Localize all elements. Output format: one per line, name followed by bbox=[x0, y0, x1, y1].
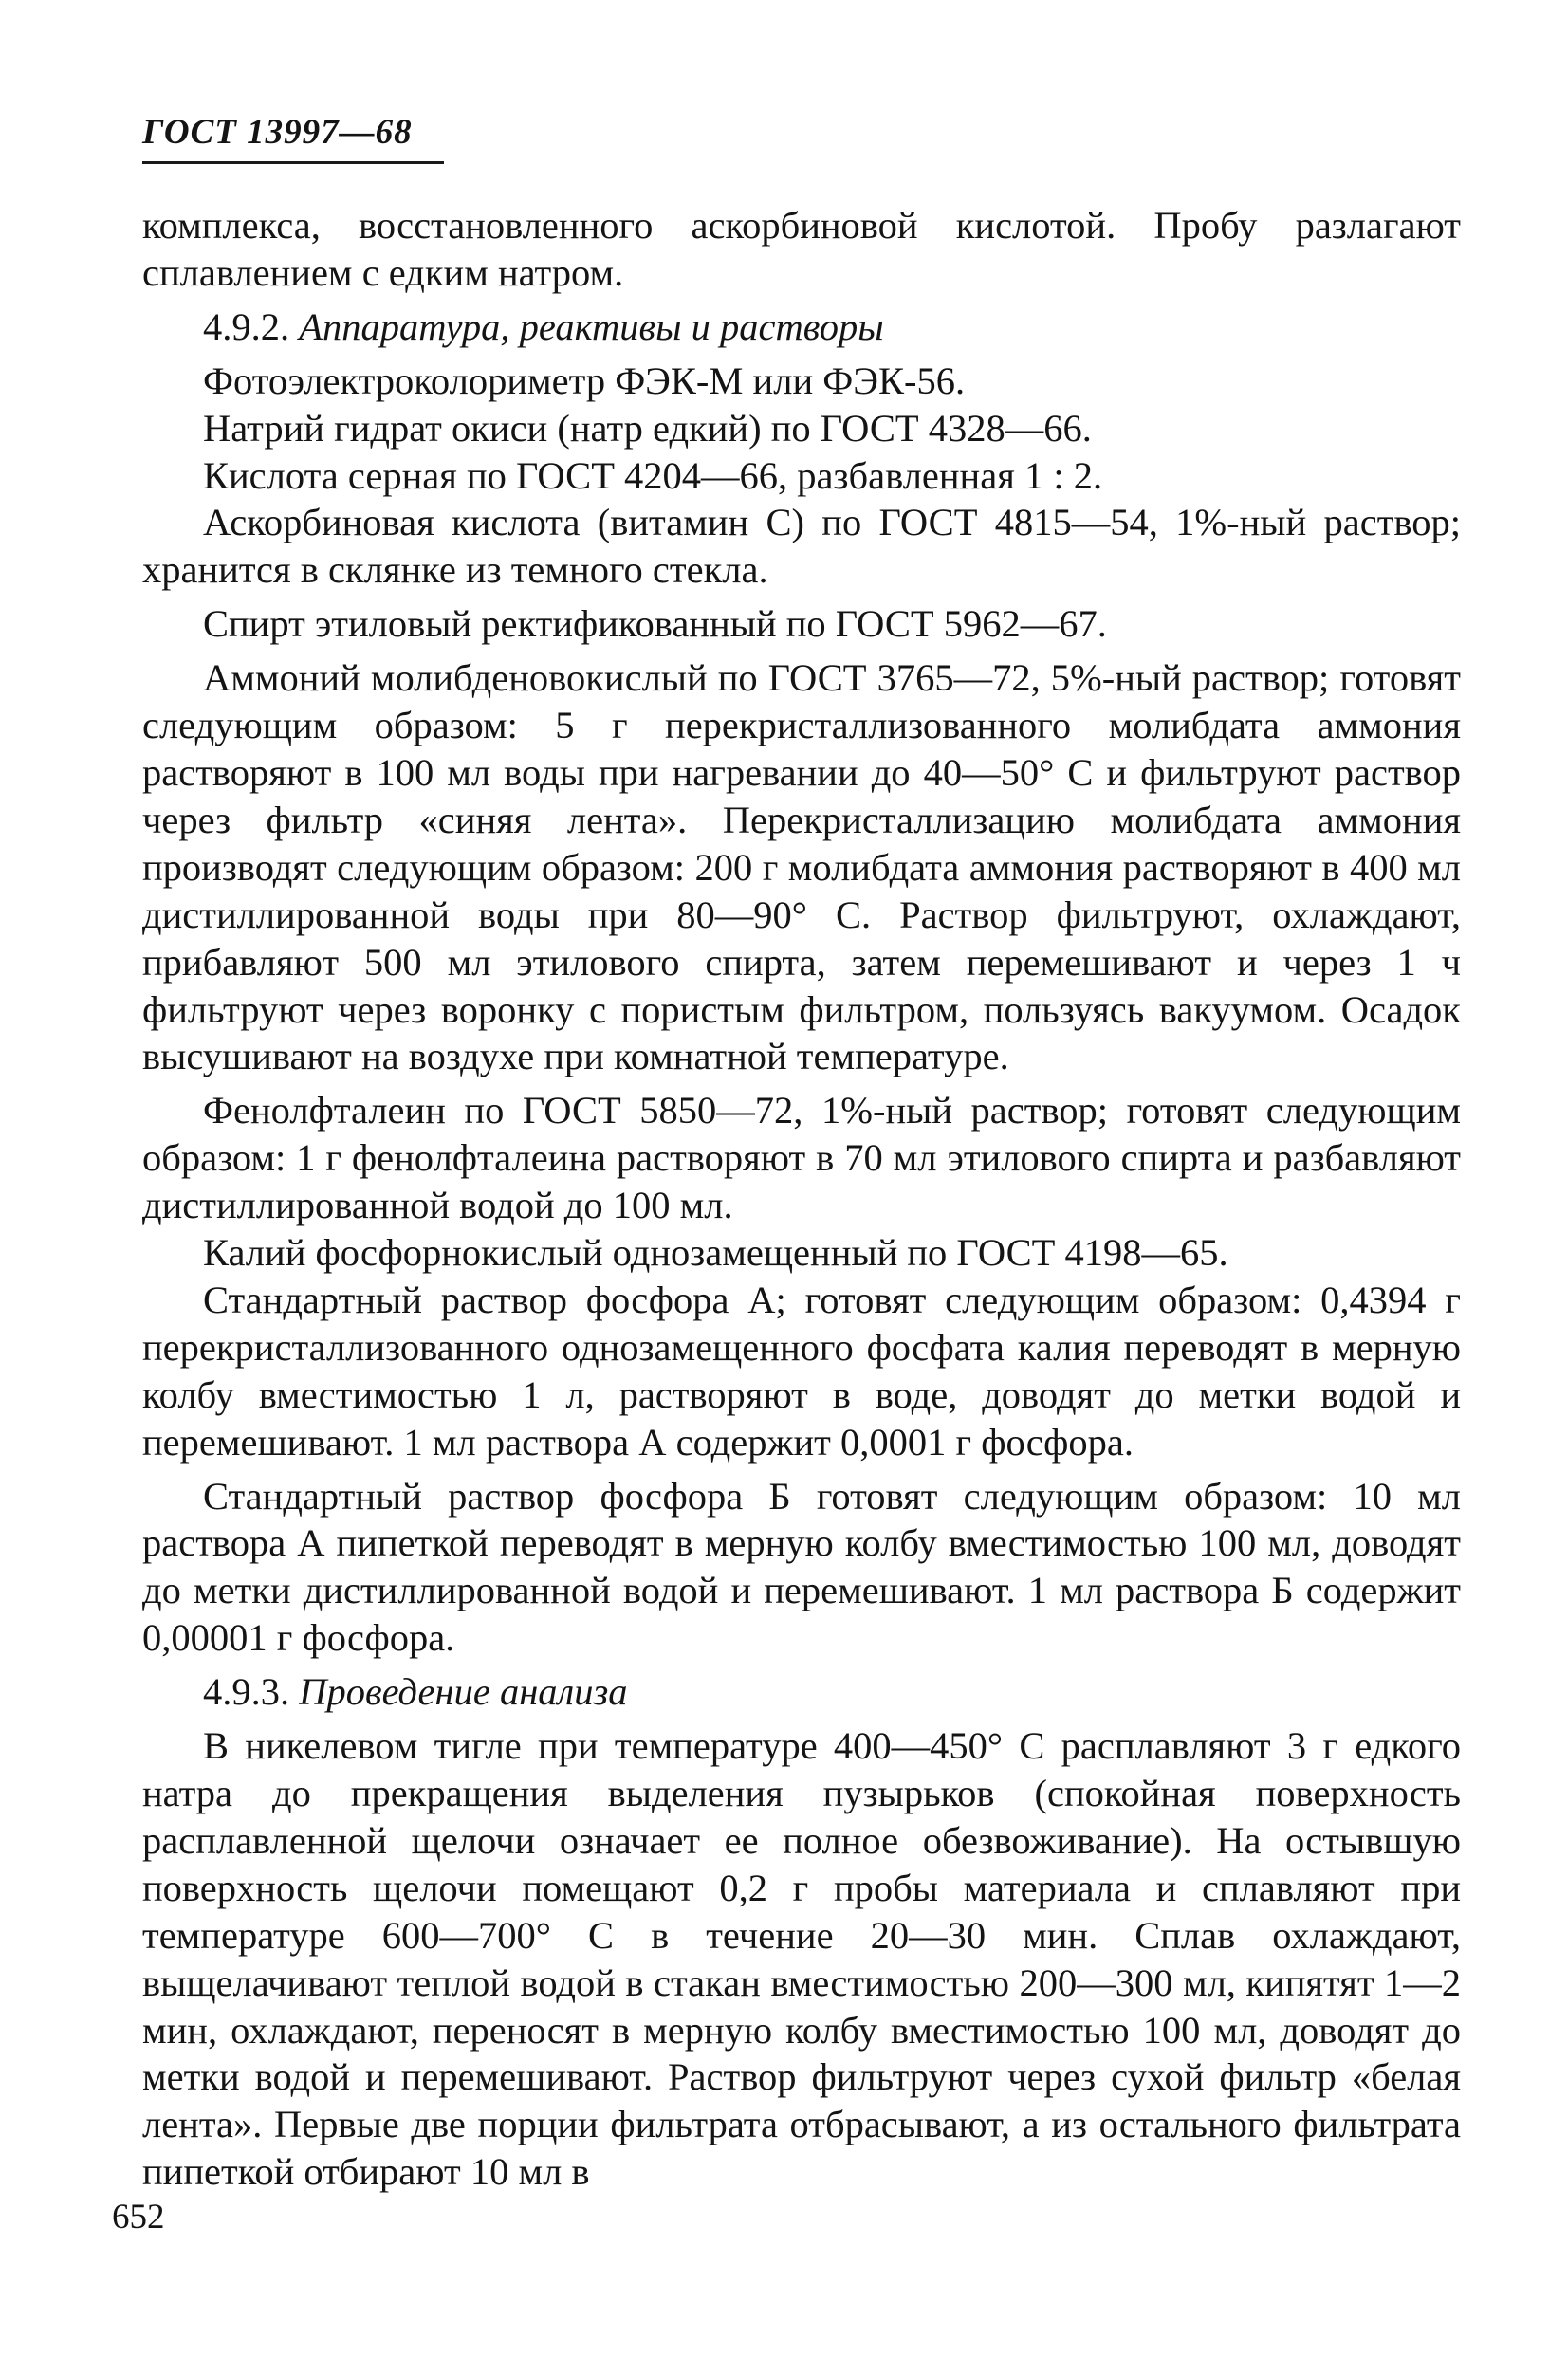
paragraph-standard-solution-b: Стандартный раствор фосфора Б готовят следующим образом: 10 мл раствора А пипеткой переводят в мерную колбу вместимостью 100 мл, доводят до метки дистиллированной водой и перемешивают. 1 мл раствора Б содержит 0,00001 г фосфора. bbox=[142, 1474, 1461, 1660]
section-title: Проведение анализа bbox=[299, 1670, 628, 1714]
paragraph-standard-solution-a: Стандартный раствор фосфора А; готовят следующим образом: 0,4394 г перекристаллизованного однозамещенного фосфата калия переводят в мерную колбу вместимостью 1 л, растворяют в воде, доводят до метки водой и перемешивают. 1 мл раствора А содержит 0,0001 г фосфора. bbox=[142, 1278, 1461, 1464]
paragraph-photocolorimeter: Фотоэлектроколориметр ФЭК-М или ФЭК-56. bbox=[203, 359, 966, 402]
header-rule bbox=[142, 161, 444, 164]
paragraph-analysis-procedure: В никелевом тигле при температуре 400—450° С расплавляют 3 г едкого натра до прекращения выделения пузырьков (спокойная поверхность расплавленной щелочи означает ее полное обезвоживание). На остывшую поверхность щелочи помещают 0,2 г пробы материала и сплавляют при температуре 600—700° С в течение 20—30 мин. Сплав охлаждают, выщелачивают теплой водой в стакан вместимостью 200—300 мл, кипятят 1—2 мин, охлаждают, переносят в мерную колбу вместимостью 100 мл, доводят до метки водой и перемешивают. Раствор фильтруют через сухой фильтр «белая лента». Первые две порции фильтрата отбрасывают, а из остального фильтрата пипеткой отбирают 10 мл в bbox=[142, 1724, 1461, 2194]
document-header: ГОСТ 13997—68 bbox=[142, 113, 413, 152]
page-number: 652 bbox=[112, 2198, 165, 2237]
paragraph-sodium-hydroxide: Натрий гидрат окиси (натр едкий) по ГОСТ 4328—66. bbox=[203, 406, 1092, 450]
section-heading-analysis bbox=[142, 1668, 1461, 1716]
section-heading-apparatus bbox=[142, 304, 1461, 351]
paragraph-ammonium-molybdate: Аммоний молибденовокислый по ГОСТ 3765—72, 5%-ный раствор; готовят следующим образом: 5 г перекристаллизованного молибдата аммония растворяют в 100 мл воды при нагревании до 40—50° С и фильтруют раствор через фильтр «синяя лента». Перекристаллизацию молибдата аммония производят следующим образом: 200 г молибдата аммония растворяют в 400 мл дистиллированной воды при 80—90° С. Раствор фильтруют, охлаждают, прибавляют 500 мл этилового спирта, затем перемешивают и через 1 ч фильтруют через воронку с пористым фильтром, пользуясь вакуумом. Осадок высушивают на воздухе при комнатной температуре. bbox=[142, 656, 1461, 1078]
paragraph-ethyl-spirit: Спирт этиловый ректификованный по ГОСТ 5962—67. bbox=[203, 602, 1107, 646]
paragraph-ascorbic-acid: Аскорбиновая кислота (витамин С) по ГОСТ 4815—54, 1%-ный раствор; хранится в склянке из темного стекла. bbox=[142, 501, 1461, 592]
section-number: 4.9.3. bbox=[203, 1670, 290, 1714]
paragraph-potassium-phosphate: Калий фосфорнокислый однозамещенный по ГОСТ 4198—65. bbox=[203, 1231, 1228, 1275]
paragraph-phenolphthalein: Фенолфталеин по ГОСТ 5850—72, 1%-ный раствор; готовят следующим образом: 1 г фенолфталеина растворяют в 70 мл этилового спирта и разбавляют дистиллированной водой до 100 мл. bbox=[142, 1089, 1461, 1227]
body-text bbox=[142, 202, 1461, 2196]
paragraph-sulfuric-acid: Кислота серная по ГОСТ 4204—66, разбавленная 1 : 2. bbox=[203, 453, 1103, 497]
section-title: Аппаратура, реактивы и растворы bbox=[299, 304, 884, 348]
section-number: 4.9.2. bbox=[203, 304, 290, 348]
paragraph-continuation: комплекса, восстановленного аскорбиновой кислотой. Пробу разлагают сплавлением с едким натром. bbox=[142, 204, 1461, 294]
